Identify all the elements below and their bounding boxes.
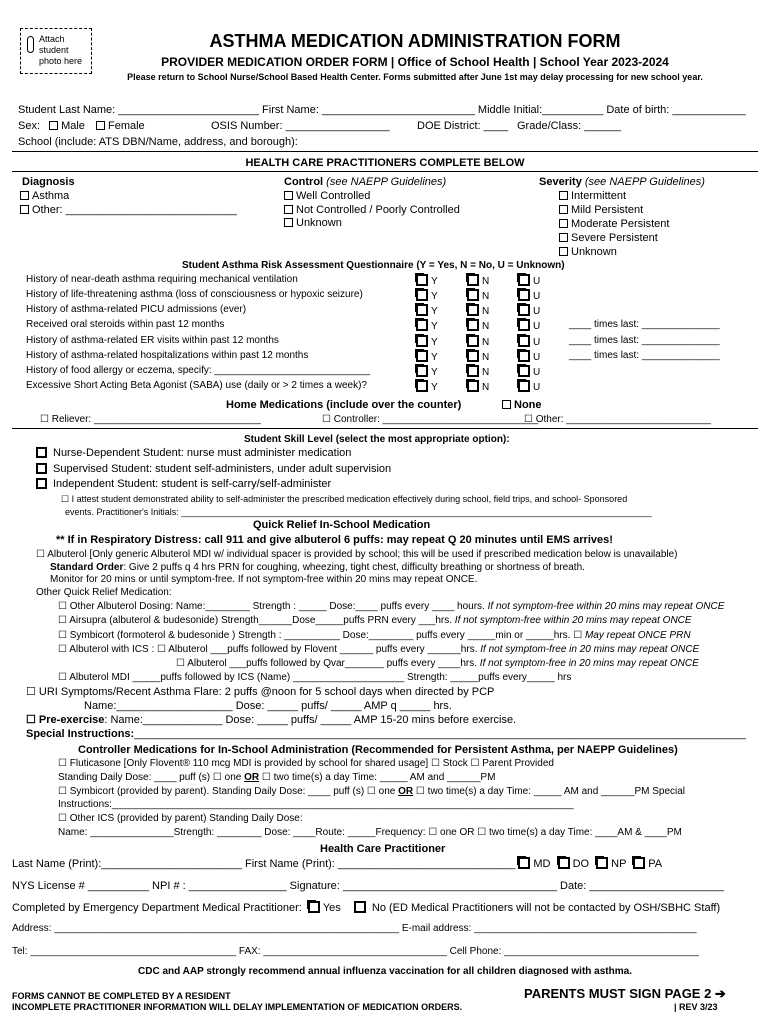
divider (12, 151, 758, 152)
risk-q6: History of asthma-related hospitalizations within past 12 months (26, 350, 309, 361)
incomplete-note: INCOMPLETE PRACTITIONER INFORMATION WILL DELAY IMPLEMENTATION OF MEDICATION ORDERS. (12, 1002, 463, 1012)
np-checkbox[interactable] (596, 857, 608, 869)
revision: | REV 3/23 (674, 1002, 718, 1012)
times-field-q6[interactable]: ____ times last: ______________ (569, 350, 720, 361)
risk-u-label: U (533, 382, 541, 393)
risk-y-checkbox[interactable] (416, 365, 428, 377)
times-field-q5[interactable]: ____ times last: ______________ (569, 335, 720, 346)
risk-title: Student Asthma Risk Assessment Questionnaire (Y = Yes, N = No, U = Unknown) (182, 260, 565, 271)
risk-q5-n-option[interactable] (467, 335, 489, 349)
hcp-section-title: HEALTH CARE PRACTITIONERS COMPLETE BELOW (245, 157, 525, 169)
risk-n-label: N (482, 382, 490, 393)
tel-line[interactable]: Tel: _____________________________________ FAX: _________________________________ Cell Phone: ___________________________________ (12, 946, 699, 957)
skill-opt3: Independent Student: student is self-carry/self-administer (36, 478, 331, 491)
risk-q5: History of asthma-related ER visits within past 12 months (26, 335, 279, 346)
ed-no-checkbox[interactable] (354, 901, 366, 913)
risk-q3-n-option[interactable] (467, 304, 489, 318)
student-name-line[interactable]: Student Last Name: _______________________ First Name: _________________________ Middle Initial:__________ Date of birth: ____________ (18, 104, 746, 116)
control-opt2: Not Controlled / Poorly Controlled (284, 204, 460, 217)
risk-y-label: Y (431, 306, 438, 317)
well-controlled-checkbox[interactable] (284, 191, 293, 200)
grade-field[interactable]: Grade/Class: ______ (517, 120, 621, 132)
parents-sign-note: PARENTS MUST SIGN PAGE 2 ➔ (524, 986, 726, 1001)
risk-q2-y-option[interactable] (416, 289, 438, 303)
form-title: ASTHMA MEDICATION ADMINISTRATION FORM (209, 31, 621, 51)
student-sex-row (18, 120, 145, 133)
risk-y-label: Y (431, 352, 438, 363)
quick-o2[interactable]: ☐ Airsupra (albuterol & budesonide) Strength______Dose_____puffs PRN every ___hrs. If not symptom-free within 20 mins may repeat ONCE (58, 615, 692, 626)
risk-q2-u-option[interactable] (518, 289, 540, 303)
risk-q6-y-option[interactable] (416, 350, 438, 364)
risk-q6-u-option[interactable] (518, 350, 540, 364)
initials-line[interactable]: events. Practitioner's Initials: ______________________________________________________________________________________________ (65, 507, 652, 517)
risk-n-checkbox[interactable] (467, 274, 479, 286)
license-line[interactable]: NYS License # __________ NPI # : ________________ Signature: ___________________________________ Date: ______________________ (12, 880, 724, 892)
uri-line[interactable]: ☐ URI Symptoms/Recent Asthma Flare: 2 puffs @noon for 5 school days when directed by PCP (26, 686, 495, 698)
severe-persistent-checkbox[interactable] (559, 233, 568, 242)
form-notice: Please return to School Nurse/School Based Health Center. Forms submitted after June 1st may delay processing for new school year. (127, 72, 703, 82)
risk-q6-n-option[interactable] (467, 350, 489, 364)
quick-o3[interactable]: ☐ Symbicort (formoterol & budesonide ) Strength : __________ Dose:________ puffs every _____min or _____hrs. ☐ May repeat ONCE PRN (58, 630, 691, 641)
attest-line[interactable]: ☐ I attest student demonstrated ability to self-administer the prescribed medication effectively during school, field trips, and school- Sponsored (61, 494, 628, 504)
risk-q3: History of asthma-related PICU admissions (ever) (26, 304, 247, 315)
albuterol-line[interactable]: ☐ Albuterol [Only generic Albuterol MDI w/ individual spacer is provided by school; this will be used if prescribed medication below is unavailable) (36, 549, 678, 560)
risk-q4-u-option[interactable] (518, 319, 540, 333)
controller-c5[interactable]: ☐ Other ICS (provided by parent) Standing Daily Dose: (58, 813, 303, 824)
risk-u-label: U (533, 367, 541, 378)
controller-field[interactable]: ☐ Controller: ____________________________ (322, 414, 539, 425)
quick-o4[interactable]: ☐ Albuterol with ICS : ☐ Albuterol ___puffs followed by Flovent ______ puffs every ______hrs. If not symptom-free in 20 mins may repeat ONCE (58, 644, 700, 655)
controller-c6[interactable]: Name: _______________Strength: ________ Dose: ____Route: _____Frequency: ☐ one OR ☐ two time(s) a day Time: ____AM & ____PM (58, 827, 682, 838)
risk-u-label: U (533, 321, 541, 332)
school-field[interactable]: School (include: ATS DBN/Name, address, and borough): (18, 136, 298, 148)
practitioner-name-row[interactable]: Last Name (Print):_______________________ First Name (Print): _____________________________ MD DO NP PA (12, 858, 663, 870)
risk-u-label: U (533, 276, 541, 287)
severity-unknown-checkbox[interactable] (559, 247, 568, 256)
risk-q2: History of life-threatening asthma (loss of consciousness or hypoxic seizure) (26, 289, 363, 300)
risk-y-checkbox[interactable] (416, 289, 428, 301)
risk-q3-y-option[interactable] (416, 304, 438, 318)
risk-q4-y-option[interactable] (416, 319, 438, 333)
risk-q1: History of near-death asthma requiring mechanical ventilation (26, 274, 298, 285)
control-label: Control (see NAEPP Guidelines) (284, 176, 447, 188)
risk-u-label: U (533, 306, 541, 317)
risk-q8-n-option[interactable] (467, 380, 489, 394)
home-meds-title: Home Medications (include over the counter) (226, 399, 462, 411)
risk-q7-y-option[interactable] (416, 365, 438, 379)
risk-q8: Excessive Short Acting Beta Agonist (SABA) use (daily or > 2 times a week)? (26, 380, 367, 391)
risk-u-label: U (533, 352, 541, 363)
nurse-dependent-checkbox[interactable] (36, 447, 47, 458)
risk-n-label: N (482, 367, 490, 378)
risk-q4: Received oral steroids within past 12 months (26, 319, 225, 330)
risk-n-label: N (482, 276, 490, 287)
quick-o6[interactable]: ☐ Albuterol MDI _____puffs followed by ICS (Name) ____________________ Strength: _____puffs every_____ hrs (58, 672, 572, 683)
divider (12, 428, 758, 429)
quick-o1[interactable]: ☐ Other Albuterol Dosing: Name:________ Strength : _____ Dose:____ puffs every ____ hours. If not symptom-free within 20 mins may repeat ONCE (58, 601, 725, 612)
risk-q7: History of food allergy or eczema, specify: ____________________________ (26, 365, 371, 376)
address-line[interactable]: Address: ______________________________________________________________ E-mail address: ________________________________________ (12, 923, 697, 934)
form-subtitle: PROVIDER MEDICATION ORDER FORM | Office of School Health | School Year 2023-2024 (161, 55, 669, 69)
risk-y-label: Y (431, 276, 438, 287)
male-checkbox[interactable] (49, 121, 58, 130)
none-checkbox[interactable] (502, 400, 511, 409)
risk-n-checkbox[interactable] (467, 304, 479, 316)
diagnosis-other-row: Other: ____________________________ (20, 204, 237, 217)
risk-y-label: Y (431, 291, 438, 302)
ems-warning: ** If in Respiratory Distress: call 911 and give albuterol 6 puffs: may repeat Q 20 minutes until EMS arrives! (56, 534, 613, 546)
risk-n-label: N (482, 337, 490, 348)
diagnosis-label: Diagnosis (22, 176, 75, 188)
intermittent-checkbox[interactable] (559, 191, 568, 200)
practitioner-title: Health Care Practitioner (320, 843, 446, 855)
male-label: Male (61, 120, 85, 132)
risk-y-checkbox[interactable] (416, 274, 428, 286)
pre-exercise-line[interactable]: ☐ Pre-exercise: Name:_____________ Dose: _____ puffs/ _____ AMP 15-20 mins before exercise. (26, 714, 517, 726)
risk-q8-u-option[interactable] (518, 380, 540, 394)
risk-y-checkbox[interactable] (416, 380, 428, 392)
risk-n-checkbox[interactable] (467, 350, 479, 362)
skill-title: Student Skill Level (select the most appropriate option): (244, 434, 510, 445)
ed-yes-checkbox[interactable] (308, 901, 320, 913)
risk-q5-y-option[interactable] (416, 335, 438, 349)
risk-u-checkbox[interactable] (518, 319, 530, 331)
controller-c3[interactable]: ☐ Symbicort (provided by parent). Standing Daily Dose: ____ puff (s) ☐ one OR ☐ two time(s) a day Time: _____ AM and ______PM Special (58, 786, 686, 797)
risk-y-checkbox[interactable] (416, 350, 428, 362)
controller-title: Controller Medications for In-School Administration (Recommended for Persistent Asthma, per NAEPP Guidelines) (78, 744, 678, 756)
severity-opt2: Mild Persistent (559, 204, 643, 217)
risk-u-label: U (533, 337, 541, 348)
risk-n-label: N (482, 321, 490, 332)
md-checkbox[interactable] (518, 857, 530, 869)
skill-opt2: Supervised Student: student self-administers, under adult supervision (36, 463, 391, 476)
risk-q1-n-option[interactable] (467, 274, 489, 288)
risk-y-label: Y (431, 337, 438, 348)
risk-q3-u-option[interactable] (518, 304, 540, 318)
risk-y-checkbox[interactable] (416, 304, 428, 316)
sex-label: Sex: (18, 120, 41, 132)
risk-q8-y-option[interactable] (416, 380, 438, 394)
risk-u-checkbox[interactable] (518, 350, 530, 362)
risk-n-label: N (482, 306, 490, 317)
diagnosis-asthma-row: Asthma (20, 190, 69, 203)
severity-opt3: Moderate Persistent (559, 218, 669, 231)
severity-opt5: Unknown (559, 246, 617, 259)
risk-n-label: N (482, 291, 490, 302)
risk-n-checkbox[interactable] (467, 365, 479, 377)
supervised-checkbox[interactable] (36, 463, 47, 474)
female-checkbox[interactable] (96, 121, 105, 130)
risk-n-checkbox[interactable] (467, 289, 479, 301)
home-meds-none: None (502, 399, 542, 412)
times-field-q4[interactable]: ____ times last: ______________ (569, 319, 720, 330)
monitor-line: Monitor for 20 mins or until symptom-free. If not symptom-free within 20 mins may repeat ONCE. (50, 574, 478, 585)
quick-title: Quick Relief In-School Medication (253, 519, 431, 531)
female-label: Female (107, 120, 145, 132)
control-opt1: Well Controlled (284, 190, 370, 203)
risk-y-checkbox[interactable] (416, 335, 428, 347)
uri-dose-line[interactable]: Name:___________________ Dose: _____ puffs/ _____ AMP q _____ hrs. (84, 700, 452, 712)
risk-y-label: Y (431, 382, 438, 393)
risk-u-checkbox[interactable] (518, 335, 530, 347)
risk-n-checkbox[interactable] (467, 335, 479, 347)
risk-u-checkbox[interactable] (518, 304, 530, 316)
risk-u-checkbox[interactable] (518, 274, 530, 286)
risk-u-checkbox[interactable] (518, 380, 530, 392)
severity-opt1: Intermittent (559, 190, 626, 203)
divider (12, 171, 758, 172)
skill-opt1: Nurse-Dependent Student: nurse must administer medication (36, 447, 351, 460)
risk-q7-n-option[interactable] (467, 365, 489, 379)
risk-u-checkbox[interactable] (518, 365, 530, 377)
risk-n-label: N (482, 352, 490, 363)
control-unknown-checkbox[interactable] (284, 218, 293, 227)
special-instructions[interactable]: Special Instructions:____________________________________________________________________________________________________ (26, 728, 746, 740)
resident-note: FORMS CANNOT BE COMPLETED BY A RESIDENT (12, 991, 231, 1001)
risk-y-checkbox[interactable] (416, 319, 428, 331)
quick-o5[interactable]: ☐ Albuterol ___puffs followed by Qvar_______ puffs every ____hrs. If not symptom-free in 20 mins may repeat ONCE (176, 658, 699, 669)
risk-q1-u-option[interactable] (518, 274, 540, 288)
ed-row: Completed by Emergency Department Medical Practitioner: Yes No (ED Medical Practitioners will not be contacted by OSH/SBHC Staff) (12, 902, 721, 914)
standard-order: Standard Order: Give 2 puffs q 4 hrs PRN for coughing, wheezing, tight chest, difficulty breathing or shortness of breath. (50, 562, 585, 573)
risk-q5-u-option[interactable] (518, 335, 540, 349)
risk-q2-n-option[interactable] (467, 289, 489, 303)
moderate-persistent-checkbox[interactable] (559, 219, 568, 228)
other-diagnosis-checkbox[interactable] (20, 205, 29, 214)
risk-q4-n-option[interactable] (467, 319, 489, 333)
risk-u-checkbox[interactable] (518, 289, 530, 301)
controller-c4[interactable]: Instructions:___________________________________________________________________________________ (58, 799, 574, 810)
risk-y-label: Y (431, 321, 438, 332)
reliever-field[interactable]: ☐ Reliever: ______________________________ (40, 414, 261, 425)
photo-text: Attach student photo here (39, 34, 83, 66)
controller-c2[interactable]: Standing Daily Dose: ____ puff (s) ☐ one OR ☐ two time(s) a day Time: _____ AM and ______PM (58, 772, 496, 783)
asthma-checkbox[interactable] (20, 191, 29, 200)
osis-field[interactable]: OSIS Number: _________________ (211, 120, 390, 132)
risk-y-label: Y (431, 367, 438, 378)
cdc-note: CDC and AAP strongly recommend annual influenza vaccination for all children diagnosed with asthma. (138, 966, 632, 977)
mild-persistent-checkbox[interactable] (559, 205, 568, 214)
doe-district-field[interactable]: DOE District: ____ (417, 120, 509, 132)
control-opt3: Unknown (284, 217, 342, 230)
severity-opt4: Severe Persistent (559, 232, 658, 245)
independent-checkbox[interactable] (36, 478, 47, 489)
home-other-field[interactable]: ☐ Other: __________________________ (524, 414, 711, 425)
pa-checkbox[interactable] (633, 857, 645, 869)
risk-n-checkbox[interactable] (467, 380, 479, 392)
risk-q7-u-option[interactable] (518, 365, 540, 379)
risk-n-checkbox[interactable] (467, 319, 479, 331)
not-controlled-checkbox[interactable] (284, 205, 293, 214)
do-checkbox[interactable] (558, 857, 570, 869)
risk-q1-y-option[interactable] (416, 274, 438, 288)
risk-u-label: U (533, 291, 541, 302)
severity-label: Severity (see NAEPP Guidelines) (539, 176, 705, 188)
controller-c1[interactable]: ☐ Fluticasone [Only Flovent® 110 mcg MDI is provided by school for shared usage] ☐ Stock ☐ Parent Provided (58, 758, 554, 769)
other-quick-label: Other Quick Relief Medication: (36, 587, 172, 598)
